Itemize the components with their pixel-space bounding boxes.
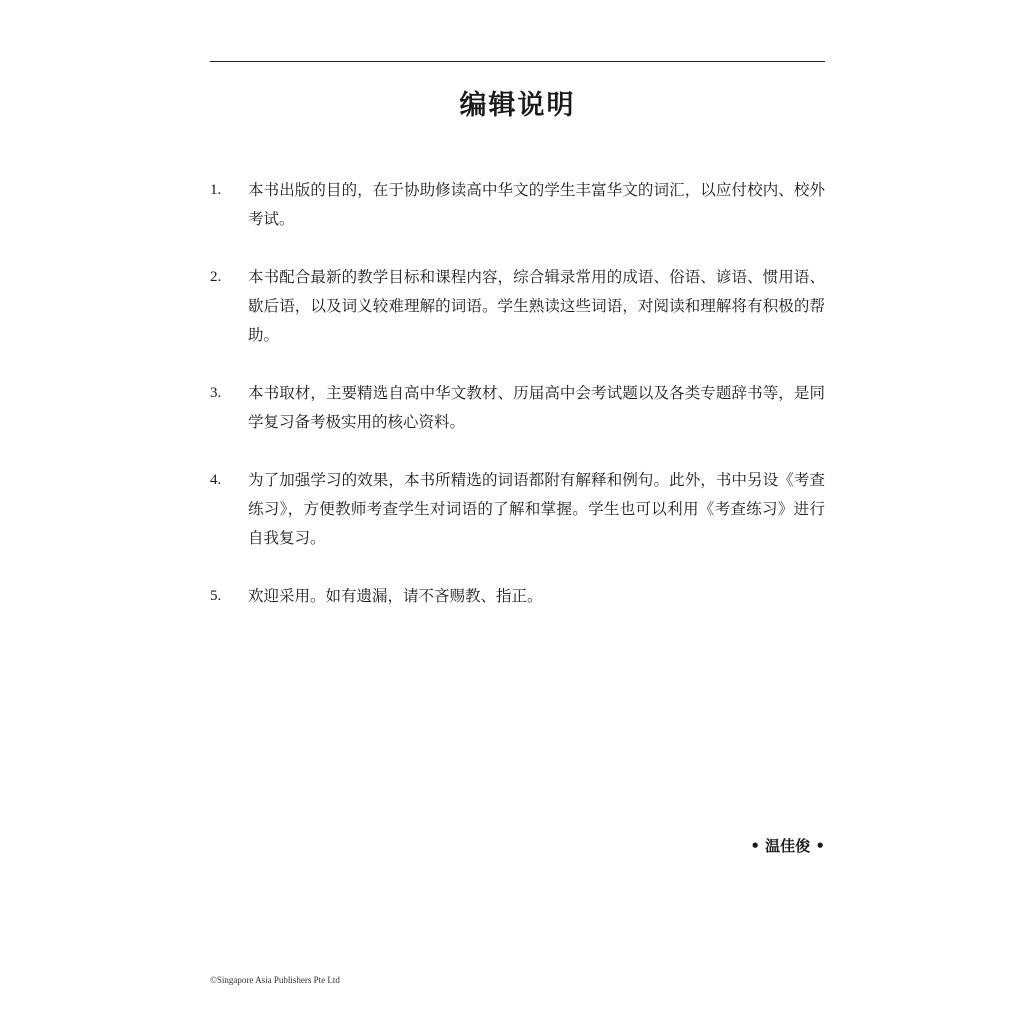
list-item: [210, 582, 825, 611]
item-number: 4.: [210, 472, 222, 488]
list-item: [210, 379, 825, 437]
item-number: 1.: [210, 182, 222, 198]
item-text: 本书取材，主要精选自高中华文教材、历届高中会考试题以及各类专题辞书等，是同学复习备考极实用的核心资料。: [248, 384, 825, 431]
item-text: 本书出版的目的，在于协助修读高中华文的学生丰富华文的词汇，以应付校内、校外考试。: [248, 181, 825, 228]
top-rule: [210, 61, 825, 62]
item-number: 2.: [210, 269, 222, 285]
list-item: [210, 466, 825, 553]
author-signature: • 温佳俊 •: [750, 837, 825, 855]
item-text: 本书配合最新的教学目标和课程内容，综合辑录常用的成语、俗语、谚语、惯用语、歇后语，以及词义较难理解的词语。学生熟读这些词语，对阅读和理解将有积极的帮助。: [248, 268, 825, 344]
item-number: 5.: [210, 588, 222, 604]
notes-list: [210, 176, 825, 611]
copyright-notice: ©Singapore Asia Publishers Pte Ltd: [210, 975, 340, 985]
list-item: [210, 176, 825, 234]
page-title: 编辑说明: [459, 90, 576, 121]
list-item: [210, 263, 825, 350]
item-text: 欢迎采用。如有遗漏，请不吝赐教、指正。: [248, 587, 543, 605]
item-text: 为了加强学习的效果，本书所精选的词语都附有解释和例句。此外，书中另设《考查练习》，方便教师考查学生对词语的了解和掌握。学生也可以利用《考查练习》进行自我复习。: [248, 471, 825, 547]
item-number: 3.: [210, 385, 222, 401]
